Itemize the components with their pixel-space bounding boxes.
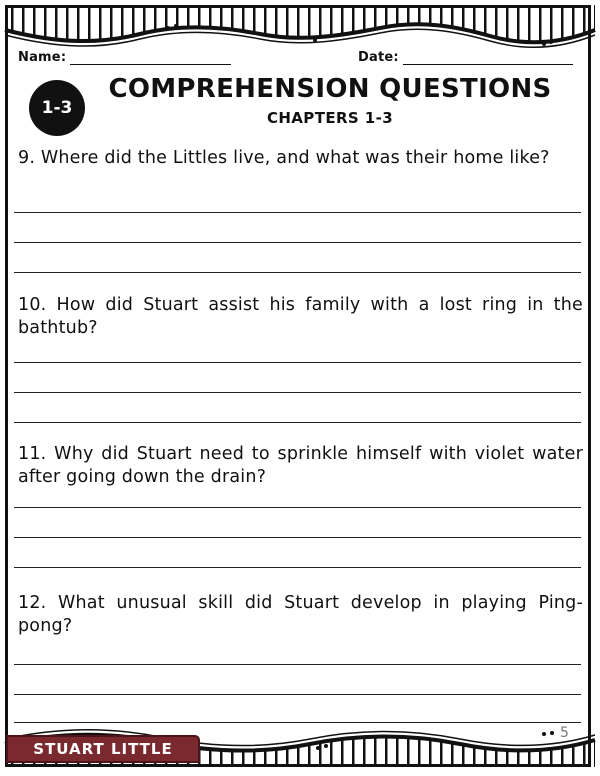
top-wave-border — [0, 0, 600, 48]
chapter-badge — [29, 80, 85, 136]
answer-line[interactable] — [14, 422, 581, 423]
name-label: Name: — [18, 50, 67, 65]
question-12: 12. What unusual skill did Stuart develop in playing Ping-pong? — [18, 593, 583, 636]
page-title: COMPREHENSION QUESTIONS — [108, 74, 552, 104]
answer-line[interactable] — [14, 507, 581, 508]
answer-line[interactable] — [14, 694, 581, 695]
name-field[interactable] — [70, 64, 231, 65]
answer-line[interactable] — [14, 567, 581, 568]
chapter-badge-text: 1-3 — [41, 98, 73, 118]
answer-line[interactable] — [14, 212, 581, 213]
book-title: STUART LITTLE — [33, 740, 173, 758]
answer-line[interactable] — [14, 272, 581, 273]
answer-line[interactable] — [14, 242, 581, 243]
date-label: Date: — [358, 50, 399, 65]
page-subtitle: CHAPTERS 1-3 — [266, 109, 394, 127]
question-11: 11. Why did Stuart need to sprinkle himself with violet water after going down the drain? — [18, 444, 583, 487]
page-number: 5 — [560, 725, 569, 741]
book-title-tag — [6, 735, 200, 763]
answer-line[interactable] — [14, 537, 581, 538]
answer-line[interactable] — [14, 362, 581, 363]
answer-line[interactable] — [14, 392, 581, 393]
answer-line[interactable] — [14, 664, 581, 665]
date-field[interactable] — [403, 64, 573, 65]
question-10: 10. How did Stuart assist his family with a lost ring in the bathtub? — [18, 295, 583, 338]
question-9: 9. Where did the Littles live, and what was their home like? — [18, 148, 550, 168]
